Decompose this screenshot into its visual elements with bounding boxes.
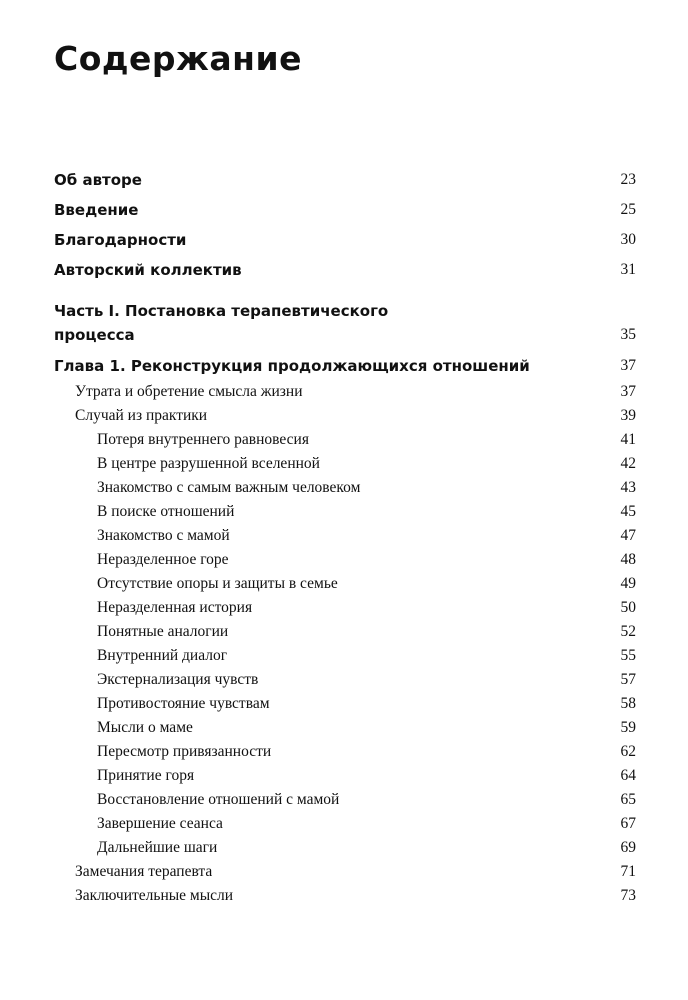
toc-entry-label: Неразделенная история bbox=[97, 599, 253, 616]
toc-entry-page: 59 bbox=[620, 719, 636, 736]
toc-entry-label: Благодарности bbox=[54, 231, 187, 249]
toc-entry-page: 52 bbox=[620, 623, 636, 640]
toc-entry-page: 62 bbox=[620, 743, 636, 760]
toc-entry-label: Об авторе bbox=[54, 171, 142, 189]
toc-entry-label: Авторский коллектив bbox=[54, 261, 242, 279]
toc-entry-page: 65 bbox=[620, 791, 636, 808]
toc-entry-page: 42 bbox=[620, 455, 636, 472]
toc-entry-page: 57 bbox=[620, 671, 636, 688]
toc-entry-page: 73 bbox=[620, 887, 636, 904]
toc-entry-page: 50 bbox=[620, 599, 636, 616]
toc-entry-label-line1: Часть I. Постановка терапевтического bbox=[54, 302, 389, 320]
toc-entry-page: 71 bbox=[620, 863, 636, 880]
toc-entry-label: Введение bbox=[54, 201, 139, 219]
toc-entry-page: 25 bbox=[620, 201, 636, 218]
toc-entry-label: Понятные аналогии bbox=[97, 623, 229, 640]
toc-entry-page: 47 bbox=[620, 527, 636, 544]
toc-entry-label: Отсутствие опоры и защиты в семье bbox=[97, 575, 338, 592]
toc-entry-page: 31 bbox=[620, 261, 636, 278]
toc-entry-label: Неразделенное горе bbox=[97, 551, 229, 568]
toc-entry-label: Завершение сеанса bbox=[97, 815, 223, 832]
toc-entry-page: 41 bbox=[620, 431, 636, 448]
toc-entry-label: Знакомство с самым важным человеком bbox=[97, 479, 361, 496]
toc-entry-page: 23 bbox=[620, 171, 636, 188]
toc-entry-label: Случай из практики bbox=[75, 407, 208, 424]
toc-entry-label: Восстановление отношений с мамой bbox=[97, 791, 340, 808]
page-title: Содержание bbox=[54, 39, 302, 78]
toc-entry-label: Экстернализация чувств bbox=[97, 671, 259, 688]
toc-entry-label: Заключительные мысли bbox=[75, 887, 234, 904]
toc-entry-label: В поиске отношений bbox=[97, 503, 235, 520]
toc-entry-page: 30 bbox=[620, 231, 636, 248]
toc-entry-label: Принятие горя bbox=[97, 767, 195, 784]
toc-entry-page: 37 bbox=[620, 357, 636, 374]
toc-entry-page: 35 bbox=[620, 326, 636, 343]
toc-entry-page: 64 bbox=[620, 767, 636, 784]
toc-entry-label: В центре разрушенной вселенной bbox=[97, 455, 320, 472]
toc-entry-page: 55 bbox=[620, 647, 636, 664]
toc-entry-label-line2: процесса bbox=[54, 326, 135, 344]
toc-entry-page: 48 bbox=[620, 551, 636, 568]
toc-entry-page: 37 bbox=[620, 383, 636, 400]
toc-entry-label: Глава 1. Реконструкция продолжающихся отношений bbox=[54, 357, 530, 375]
toc-entry-label: Дальнейшие шаги bbox=[97, 839, 218, 856]
toc-entry-label: Утрата и обретение смысла жизни bbox=[75, 383, 303, 400]
toc-entry-page: 58 bbox=[620, 695, 636, 712]
toc-entry-label: Пересмотр привязанности bbox=[97, 743, 272, 760]
toc-entry-label: Замечания терапевта bbox=[75, 863, 213, 880]
toc-entry-label: Знакомство с мамой bbox=[97, 527, 230, 544]
toc-entry-page: 39 bbox=[620, 407, 636, 424]
toc-entry-page: 69 bbox=[620, 839, 636, 856]
toc-entry-page: 49 bbox=[620, 575, 636, 592]
toc-entry-label: Мысли о маме bbox=[97, 719, 193, 736]
toc-entry-label: Противостояние чувствам bbox=[97, 695, 270, 712]
toc-entry-page: 45 bbox=[620, 503, 636, 520]
toc-entry-label: Потеря внутреннего равновесия bbox=[97, 431, 309, 448]
toc-entry-page: 67 bbox=[620, 815, 636, 832]
toc-entry-label: Внутренний диалог bbox=[97, 647, 228, 664]
toc-entry-page: 43 bbox=[620, 479, 636, 496]
